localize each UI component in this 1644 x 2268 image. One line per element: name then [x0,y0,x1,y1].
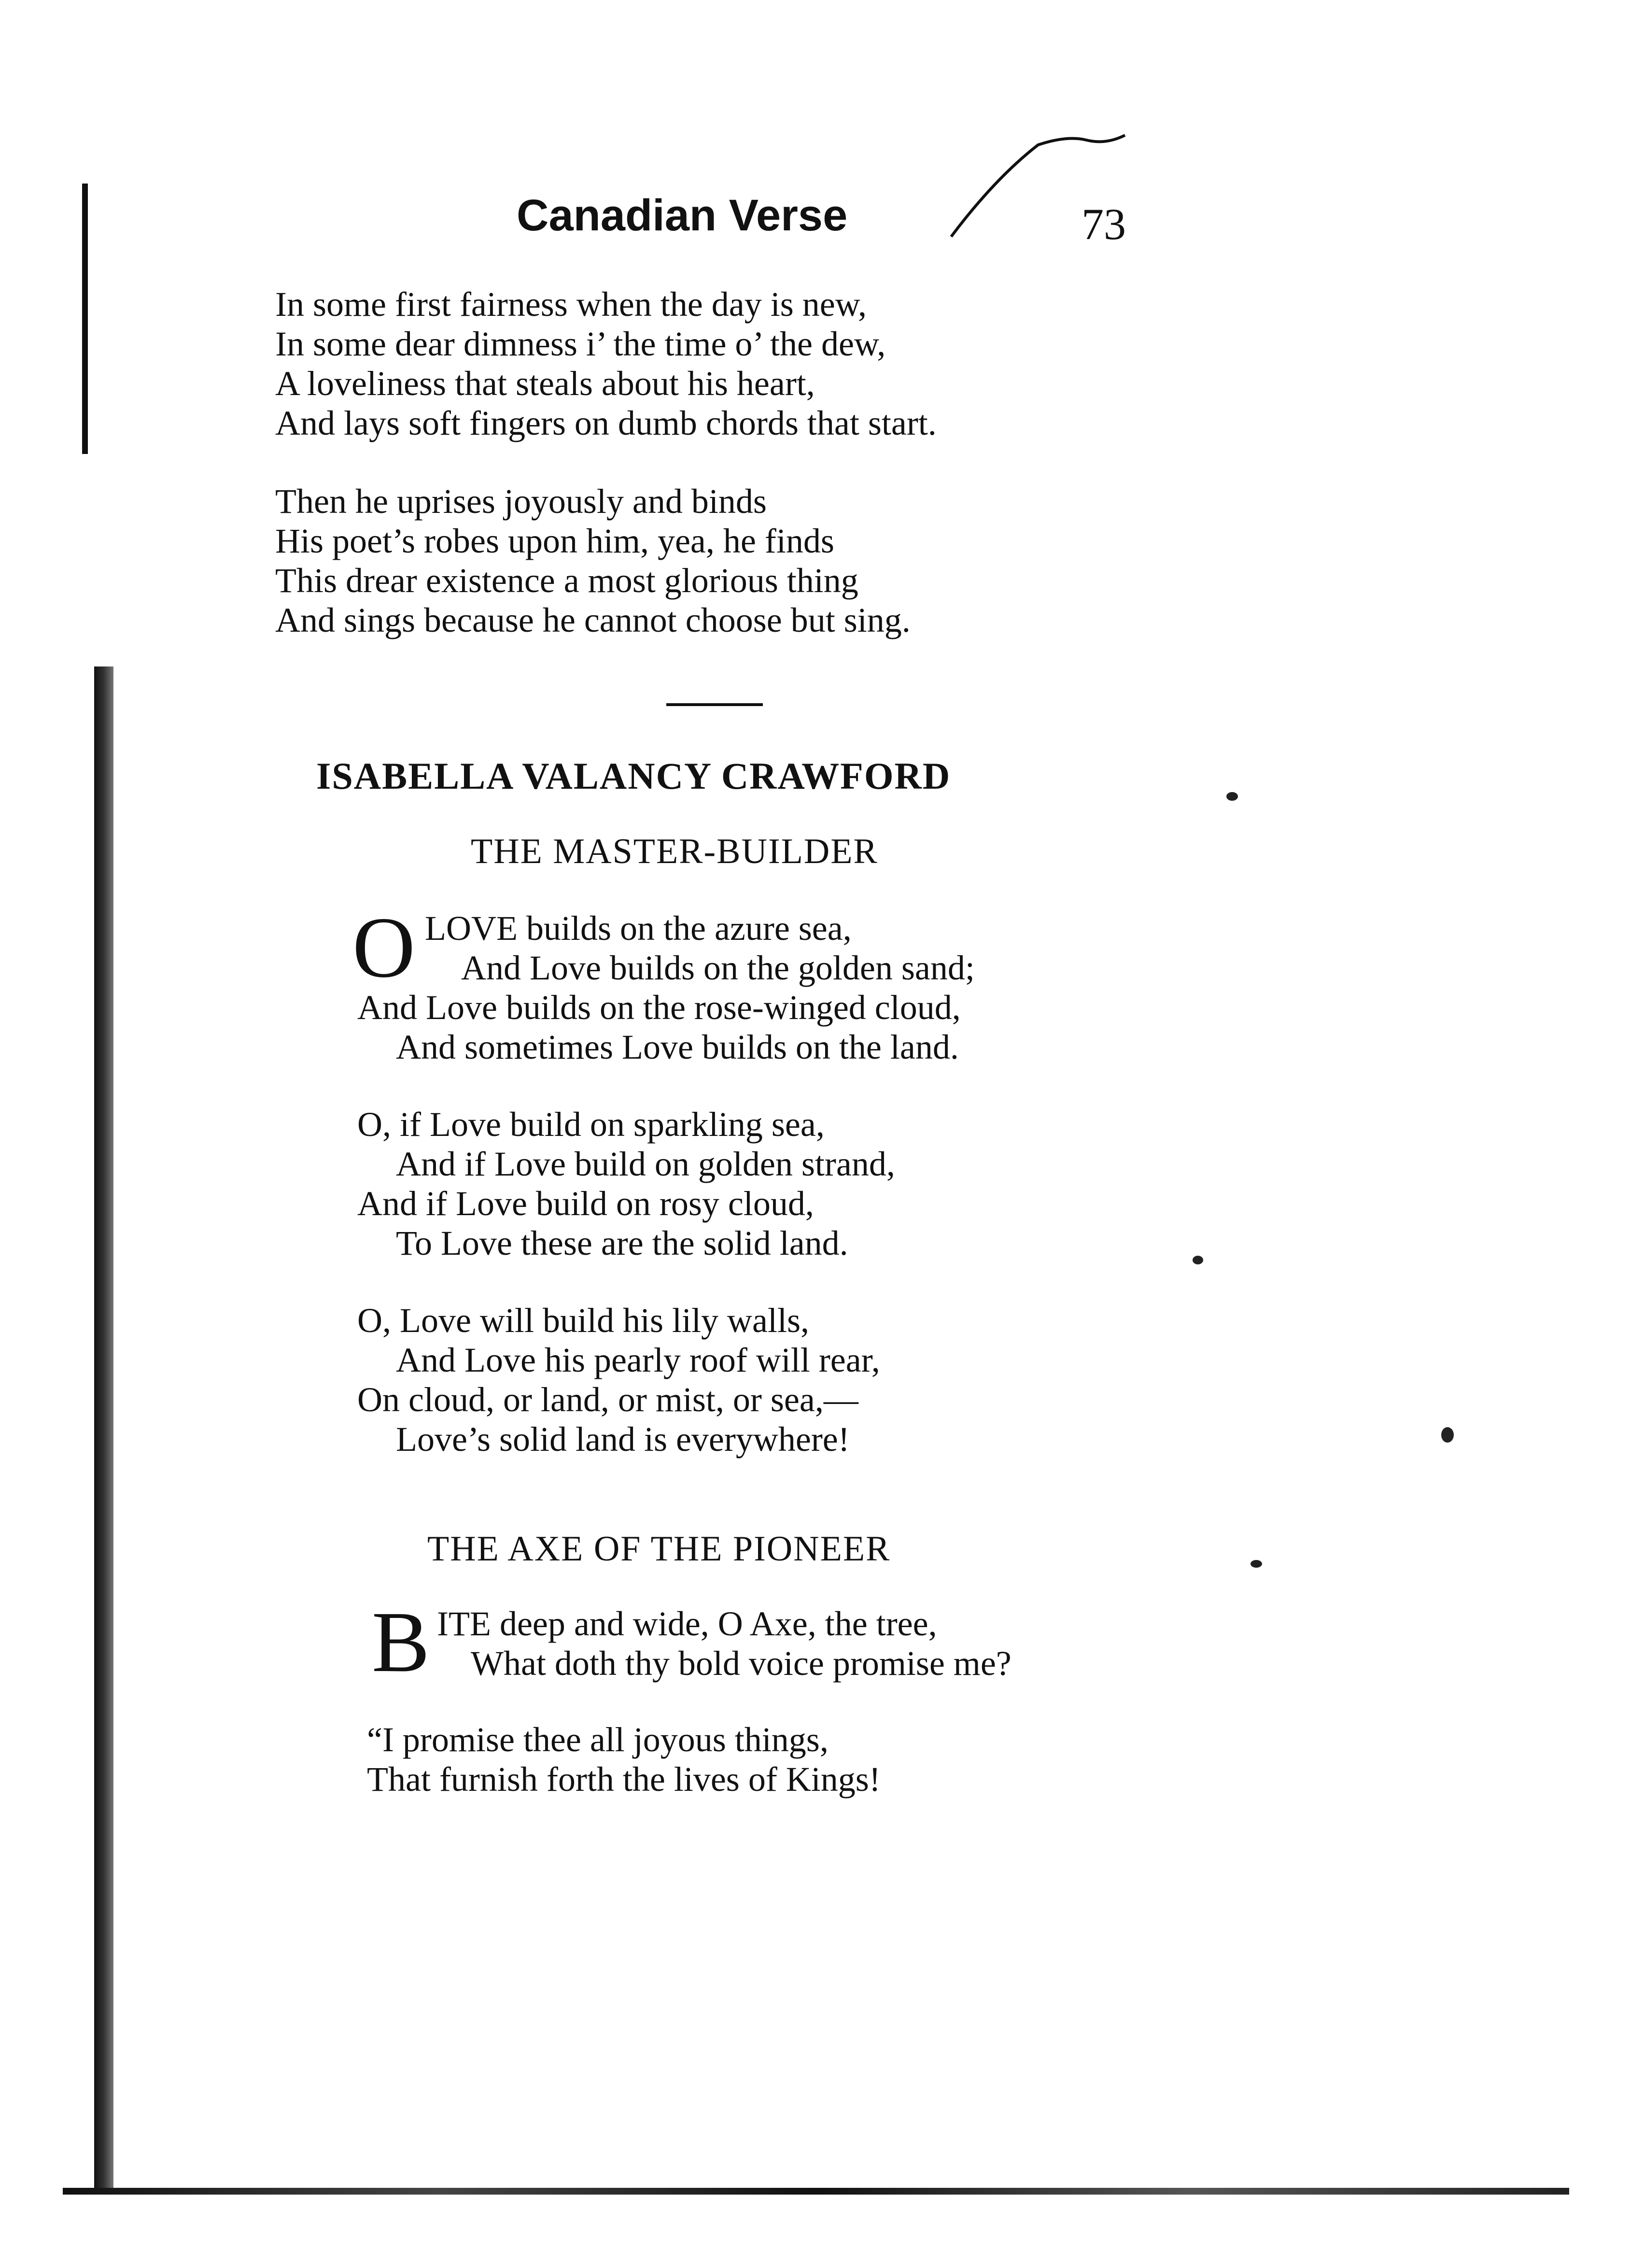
verse-line: O, if Love build on sparkling sea, [357,1105,825,1144]
verse-line: On cloud, or land, or mist, or sea,— [357,1380,858,1419]
verse-line: And sings because he cannot choose but sing. [275,601,911,639]
verse-line: To Love these are the solid land. [396,1224,848,1262]
binding-edge-bottom [63,2188,1569,2195]
ink-spot [1251,1560,1262,1568]
ink-spot [1226,792,1238,801]
verse-line: ITE deep and wide, O Axe, the tree, [437,1604,937,1643]
verse-line: And Love builds on the golden sand; [461,949,975,987]
drop-cap: B [372,1594,430,1690]
verse-line: In some first fairness when the day is new, [275,285,867,324]
verse-line: LOVE builds on the azure sea, [425,909,852,948]
verse-line: This drear existence a most glorious thing [275,561,858,600]
verse-line: And sometimes Love builds on the land. [396,1028,959,1066]
verse-line: In some dear dimness i’ the time o’ the dew, [275,325,886,363]
verse-line: And if Love build on rosy cloud, [357,1184,814,1223]
poem-title: THE MASTER-BUILDER [471,832,878,871]
binding-edge-left [82,184,88,454]
verse-line: Love’s solid land is everywhere! [396,1420,850,1459]
ink-spot [1441,1427,1454,1443]
page-number: 73 [1082,199,1126,249]
verse-line: What doth thy bold voice promise me? [471,1644,1012,1683]
drop-cap: O [352,899,415,995]
verse-line: His poet’s robes upon him, yea, he finds [275,522,834,560]
ink-spot [1193,1256,1203,1264]
verse-line: Then he uprises joyously and binds [275,482,767,521]
verse-line: A loveliness that steals about his heart, [275,364,815,403]
section-divider [666,703,763,706]
poem-title: THE AXE OF THE PIONEER [427,1529,891,1569]
verse-line: And Love builds on the rose-winged cloud, [357,988,961,1027]
verse-line: And Love his pearly roof will rear, [396,1341,880,1379]
verse-line: And lays soft fingers on dumb chords that start. [275,404,937,442]
verse-line: And if Love build on golden strand, [396,1145,895,1183]
verse-line: O, Love will build his lily walls, [357,1301,809,1340]
verse-line: That furnish forth the lives of Kings! [367,1760,881,1799]
verse-line: “I promise thee all joyous things, [367,1720,829,1759]
author-heading: ISABELLA VALANCY CRAWFORD [316,755,951,797]
binding-edge-left-lower [94,666,113,2188]
running-header-title: Canadian Verse [517,191,848,240]
